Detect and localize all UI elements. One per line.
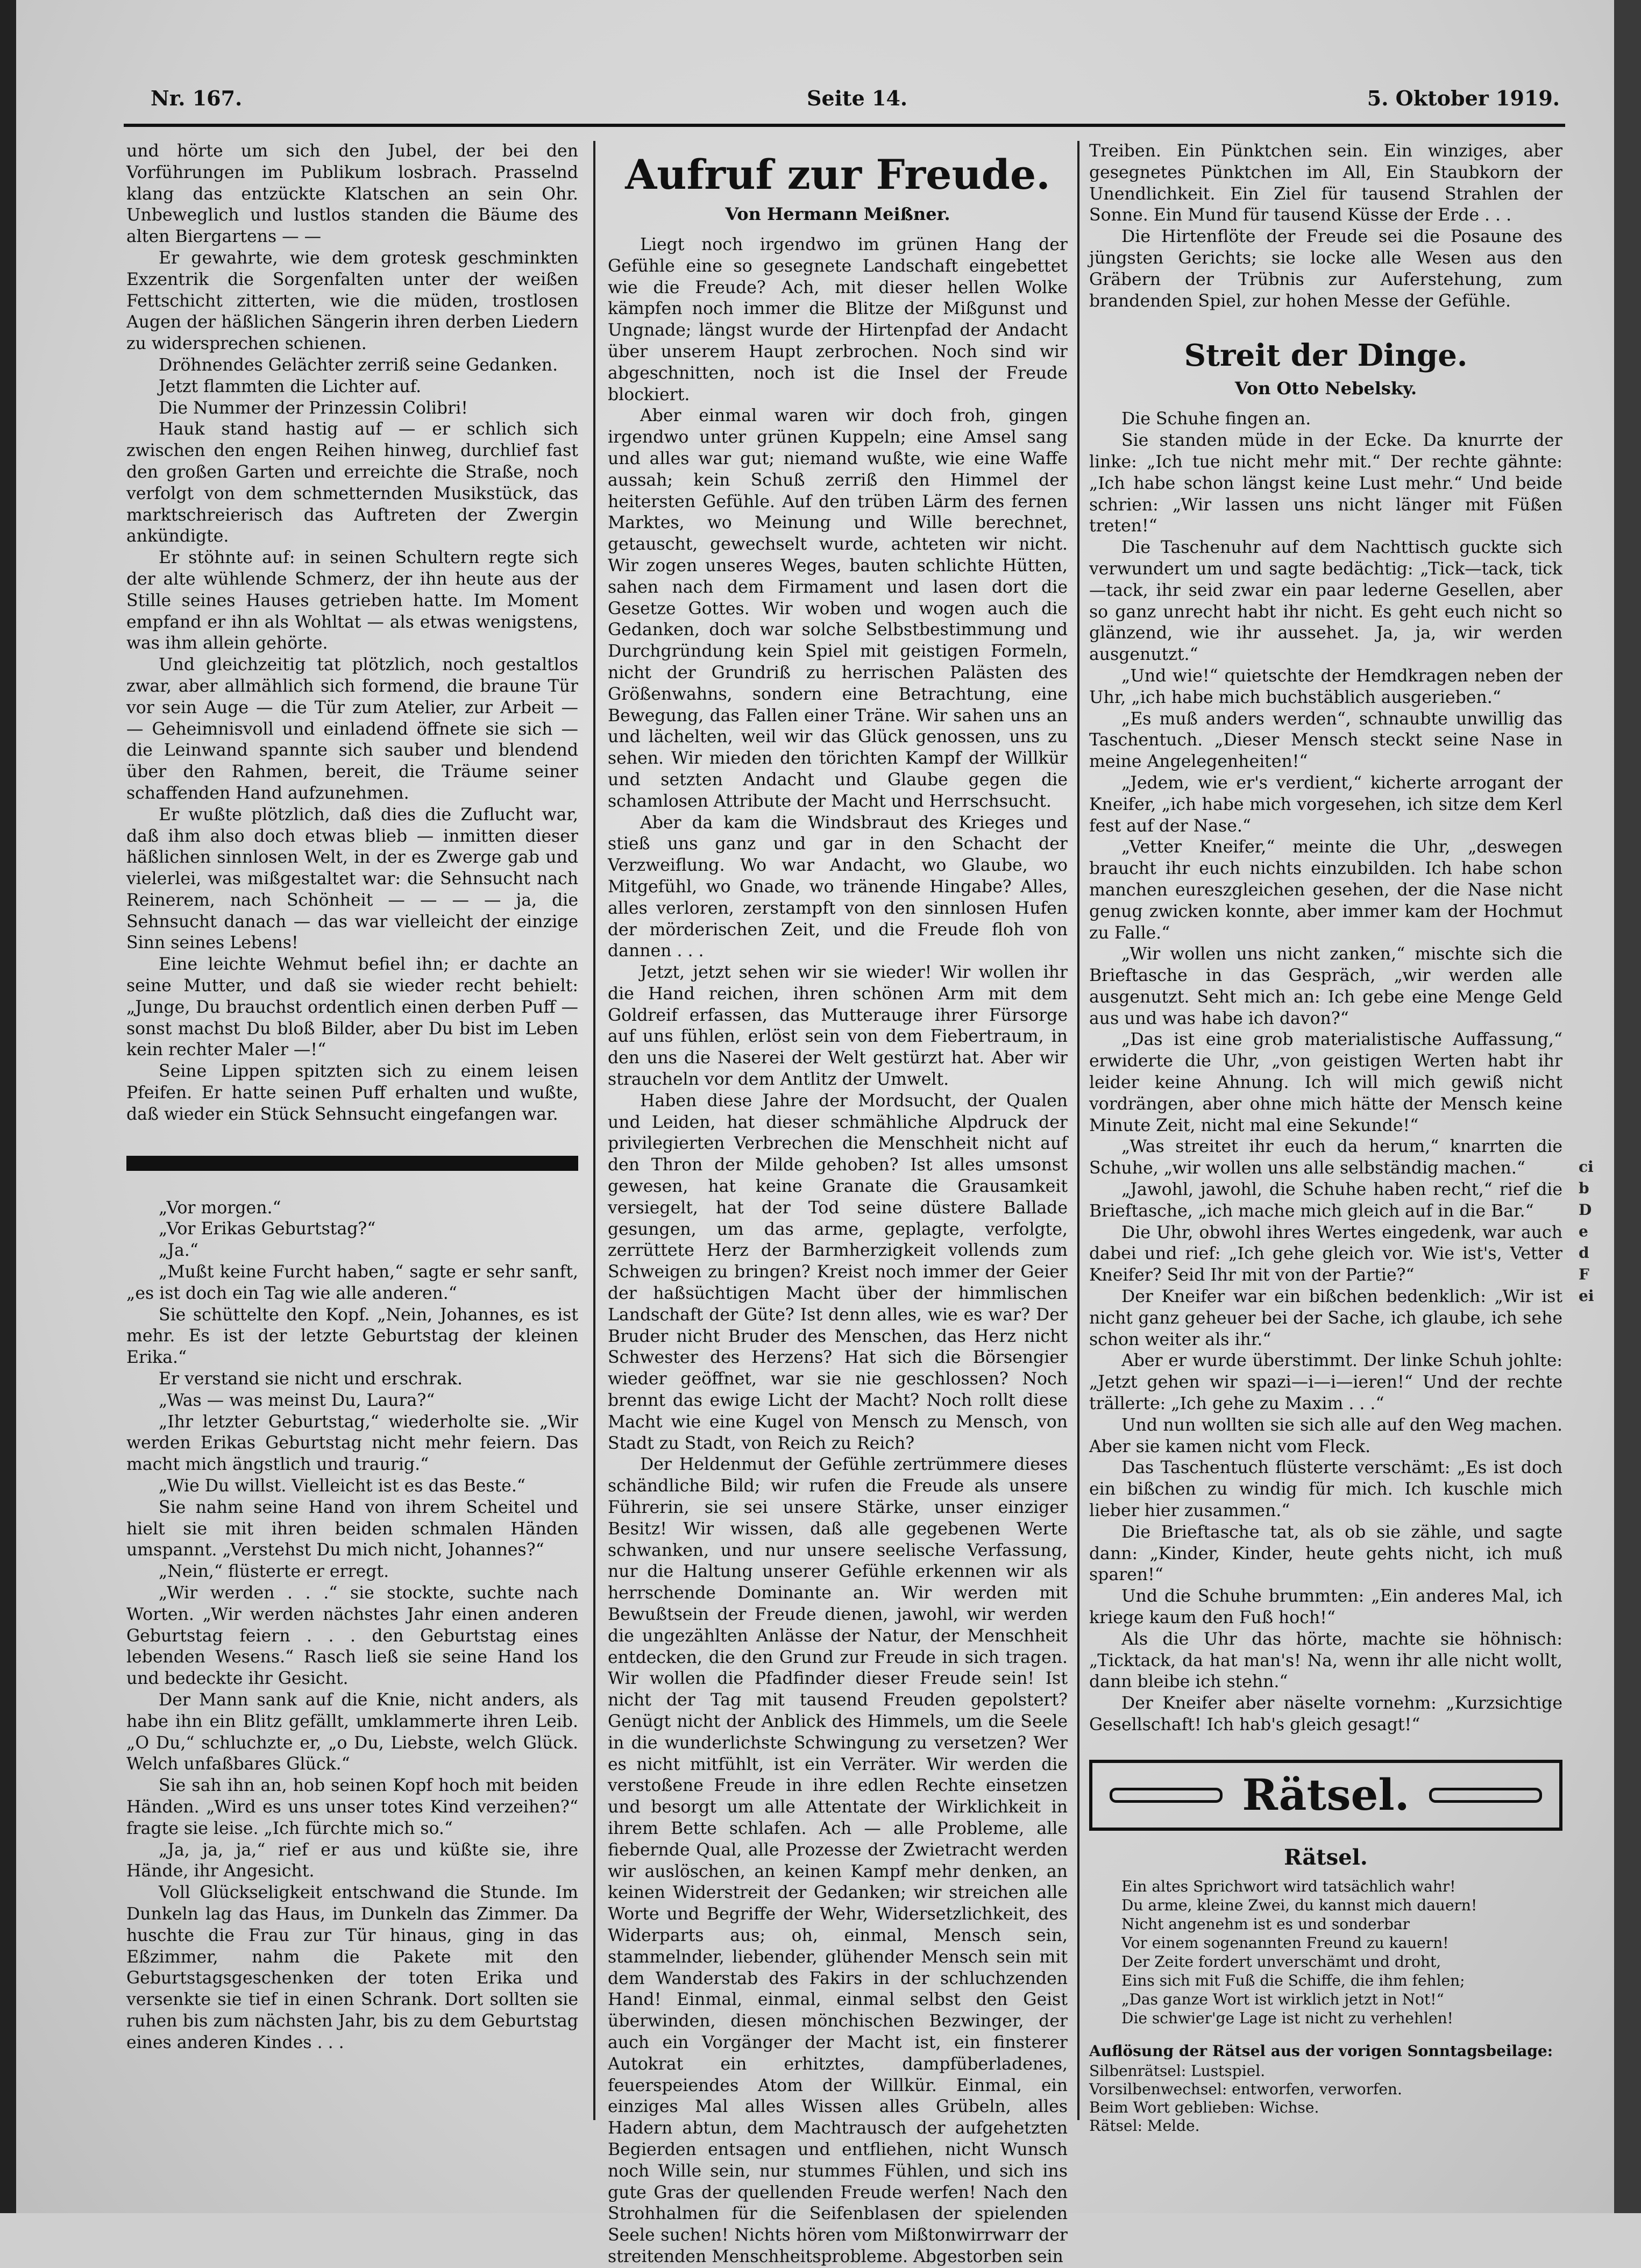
paragraph: „Es muß anders werden“, schnaubte unwillig das Taschentuch. „Dieser Mensch steckt seine Nase in meine Angelegenheiten!“ xyxy=(1089,709,1562,772)
header-rule xyxy=(124,124,1565,127)
paragraph: „Nein,“ flüsterte er erregt. xyxy=(159,1562,389,1582)
column-middle xyxy=(608,141,1068,2266)
paragraph: Die Uhr, obwohl ihres Wertes eingedenk, war auch dabei und rief: „Ich gehe gleich vor. Wie ist's, Vetter Kneifer? Seid Ihr mit von der Partie?“ xyxy=(1089,1222,1562,1285)
paragraph: Und die Schuhe brummten: „Ein anderes Mal, ich kriege kaum den Fuß hoch!“ xyxy=(1089,1587,1562,1627)
scan-left-edge xyxy=(0,0,16,2213)
poem-line: Der Zeite fordert unverschämt und droht, xyxy=(1121,1952,1441,1971)
solution-heading: Auflösung der Rätsel aus der vorigen Sonntagsbeilage: xyxy=(1089,2042,1553,2060)
fragment-text: F xyxy=(1579,1265,1589,1283)
paragraph: Sie standen müde in der Ecke. Da knurrte der linke: „Ich tue nicht mehr mit.“ Der rechte gähnte: „Ich habe schon längst keine Lust mehr.“ Und beide schrien: „Wir lassen uns nicht länger mit Füßen treten!“ xyxy=(1089,431,1562,536)
ornament-left xyxy=(1110,1788,1223,1803)
column-left xyxy=(126,141,578,2152)
paragraph: Treiben. Ein Pünktchen sein. Ein winziges, aber gesegnetes Pünktchen im All, Ein Staubkorn der Unendlichkeit. Ein Ziel für tausend Strahlen der Sonne. Ein Mund für tausend Küsse der Erde . . . xyxy=(1089,141,1562,225)
solution-line: Silbenrätsel: Lustspiel. xyxy=(1089,2061,1266,2080)
paragraph: „Vor Erikas Geburtstag?“ xyxy=(159,1219,376,1239)
paragraph: Die Schuhe fingen an. xyxy=(1121,409,1311,429)
paragraph: und hörte um sich den Jubel, der bei den Vorführungen im Publikum losbrach. Prasselnd klang das entzückte Klatschen an sein Ohr. Unbeweglich und lustlos standen die Bäume des alten Biergartens — — xyxy=(126,141,578,247)
poem-line: Ein altes Sprichwort wird tatsächlich wahr! xyxy=(1121,1877,1456,1895)
paragraph: „Wir werden . . .“ sie stockte, suchte nach Worten. „Wir werden nächstes Jahr einen anderen Geburtstag feiern . . . den Geburtstag eines lebenden Wesens.“ Rasch ließ sie seine Hand los und bedeckte ihr Gesicht. xyxy=(126,1583,578,1689)
solution-list xyxy=(1089,2062,1562,2135)
paragraph: Die Nummer der Prinzessin Colibri! xyxy=(159,398,468,418)
paragraph: Jetzt, jetzt sehen wir sie wieder! Wir wollen ihr die Hand reichen, ihren schönen Arm mit dem Goldreif erfassen, das Mutterauge ihrer Fürsorge auf uns fühlen, erlöst sein von dem Fiebertraum, in den uns die Naserei der Welt gestürzt hat. Aber wir straucheln vor dem Antlitz der Umwelt. xyxy=(608,963,1068,1090)
column-divider xyxy=(593,141,595,2120)
fragment-text: e xyxy=(1579,1222,1588,1240)
paragraph: Er wußte plötzlich, daß dies die Zuflucht war, daß ihm also doch etwas blieb — inmitten dieser häßlichen sinnlosen Welt, in der es Zwerge gab und vielerlei, was mißgestaltet war: die Sehnsucht nach Reinerem, nach Schönheit — — — — ja, die Sehnsucht danach — das war vielleicht der einzige Sinn seines Lebens! xyxy=(126,805,578,953)
paragraph: Aber einmal waren wir doch froh, gingen irgendwo unter grünen Kuppeln; eine Amsel sang und alles war gut; niemand wußte, wie eine Waffe aussah; kein Schuß zerriß den Himmel der heitersten Gefühle. Auf den trüben Lärm des fernen Marktes, wo Meinung und Wille berechnet, getauscht, gewechselt wurde, achteten wir nicht. Wir zogen unseres Weges, bauten schlichte Hütten, sahen nach dem Firmament und lasen dort die Gesetze Gottes. Wir woben und wogen auch die Gedanken, doch war solche Selbstbestimmung und Durchgründung kein Spiel mit geistigen Formeln, nicht der Grundriß zu herrischen Palästen des Größenwahns, sondern eine Betrachtung, eine Bewegung, das Fallen einer Träne. Wir sahen uns an und lächelten, weil wir das Glück genossen, uns zu sehen. Wir mieden den törichten Kampf der Willkür und setzten Andacht und Glaube gegen die schamlosen Attribute der Macht und Herrschsucht. xyxy=(608,406,1068,811)
scan-right-edge xyxy=(1614,0,1641,2213)
article-byline: Von Hermann Meißner. xyxy=(725,204,950,224)
paragraph: Der Kneifer aber näselte vornehm: „Kurzsichtige Gesellschaft! Ich hab's gleich gesagt!“ xyxy=(1089,1694,1562,1734)
raetsel-banner-text: Rätsel. xyxy=(1242,1769,1410,1820)
paragraph: „Jedem, wie er's verdient,“ kicherte arrogant der Kneifer, „ich habe mich vorgesehen, ich sitze dem Kerl fest auf der Nase.“ xyxy=(1089,773,1562,836)
raetsel-banner xyxy=(1089,1760,1562,1831)
story-body xyxy=(1089,409,1562,1736)
paragraph: Er verstand sie nicht und erschrak. xyxy=(159,1369,463,1389)
poem-line: Du arme, kleine Zwei, du kannst mich dauern! xyxy=(1121,1896,1477,1914)
paragraph: „Ihr letzter Geburtstag,“ wiederholte sie. „Wir werden Erikas Geburtstag nicht mehr feiern. Das macht mich ängstlich und traurig.“ xyxy=(126,1412,578,1475)
paragraph: Seine Lippen spitzten sich zu einem leisen Pfeifen. Er hatte seinen Puff erhalten und wußte, daß wieder ein Stück Sehnsucht eingefangen war. xyxy=(126,1062,578,1124)
paragraph: „Mußt keine Furcht haben,“ sagte er sehr sanft, „es ist doch ein Tag wie alle anderen.“ xyxy=(126,1262,578,1303)
section-separator xyxy=(126,1156,578,1171)
paragraph: „Ja, ja, ja,“ rief er aus und küßte sie, ihre Hände, ihr Angesicht. xyxy=(126,1840,578,1881)
solution-line: Rätsel: Melde. xyxy=(1089,2116,1200,2135)
paragraph: Jetzt flammten die Lichter auf. xyxy=(159,376,422,396)
paragraph: Als die Uhr das hörte, machte sie höhnisch: „Ticktack, da hat man's! Na, wenn ihr alle nicht wollt, dann bleibe ich stehn.“ xyxy=(1089,1629,1562,1692)
paragraph: Sie schüttelte den Kopf. „Nein, Johannes, es ist mehr. Es ist der letzte Geburtstag der kleinen Erika.“ xyxy=(126,1305,578,1368)
paragraph: Dröhnendes Gelächter zerriß seine Gedanken. xyxy=(159,355,558,375)
story-continuation xyxy=(126,141,578,1126)
ornament-right xyxy=(1429,1788,1542,1803)
paragraph: Die Taschenuhr auf dem Nachttisch guckte sich verwundert um und sagte bedächtig: „Tick—tack, tick—tack, ihr seid zwar ein paar lederne Gesellen, aber so ganz unrecht habt ihr nicht. Es geht euch nicht so glänzend, wie ihr aussehet. Ja, ja, wir werden ausgenutzt.“ xyxy=(1089,538,1562,665)
paragraph: „Das ist eine grob materialistische Auffassung,“ erwiderte die Uhr, „von geistigen Werten habt ihr leider keine Ahnung. Ich will mich gewiß nicht vordrängen, aber ohne mich hätte der Mensch keine Minute Zeit, nicht mal eine Sekunde!“ xyxy=(1089,1030,1562,1135)
column-right xyxy=(1089,141,1562,2152)
paragraph: „Was — was meinst Du, Laura?“ xyxy=(159,1390,435,1410)
fragment-text: D xyxy=(1579,1201,1592,1219)
fragment-text: ci xyxy=(1579,1158,1594,1176)
raetsel-title: Rätsel. xyxy=(1284,1844,1368,1870)
paragraph: Die Brieftasche tat, als ob sie zähle, und sagte dann: „Kinder, Kinder, heute gehts nicht, ich muß sparen!“ xyxy=(1089,1522,1562,1585)
poem-line: Nicht angenehm ist es und sonderbar xyxy=(1121,1915,1410,1933)
raetsel-poem xyxy=(1089,1877,1562,2028)
paragraph: Er gewahrte, wie dem grotesk geschminkten Exzentrik die Sorgenfalten unter der weißen Fettschicht zitterten, wie die müden, trostlosen Augen der häßlichen Sängerin ihren derben Liedern zu widersprechen schienen. xyxy=(126,248,578,354)
issue-date: 5. Oktober 1919. xyxy=(1367,86,1560,110)
paragraph: Haben diese Jahre der Mordsucht, der Qualen und Leiden, hat dieser schmähliche Alpdruck der privilegierten Verbrechen die Menschheit nicht auf den Thron der Milde gehoben? Ist alles umsonst gewesen, hat keine Granate die Grausamkeit versiegelt, hat der Tod seine düstere Ballade gesungen, um das arme, geplagte, verfolgte, zerrüttete Herz der Barmherzigkeit vollends zum Schweigen zu bringen? Kreist noch immer der Geier der haßsüchtigen Macht über der himmlischen Landschaft der Güte? Ist denn alles, wie es war? Der Bruder nicht Bruder des Menschen, das Herz nicht Schwester des Herzens? Hat sich die Börsengier wieder geöffnet, war sie nie geschlossen? Noch brennt das ewige Licht der Macht? Noch rollt diese Macht wie eine Kugel von Mensch zu Mensch, von Stadt zu Stadt, von Reich zu Reich? xyxy=(608,1091,1068,1453)
paragraph: „Wir wollen uns nicht zanken,“ mischte sich die Brieftasche in das Gespräch, „wir werden alle ausgenutzt. Seht mich an: Ich gebe eine Menge Geld aus und was habe ich davon?“ xyxy=(1089,944,1562,1028)
paragraph: „Vetter Kneifer,“ meinte die Uhr, „deswegen braucht ihr euch nichts einzubilden. Ich habe schon manchen eureszgleichen gesehen, der die Nase nicht genug zwicken konnte, aber immer kam der Hochmut zu Falle.“ xyxy=(1089,837,1562,943)
article-continuation xyxy=(1089,141,1562,312)
poem-line: Vor einem sogenannten Freund zu kauern! xyxy=(1121,1933,1449,1952)
paragraph: Aber da kam die Windsbraut des Krieges und stieß uns ganz und gar in den Schacht der Verzweiflung. Wo war Andacht, wo Glaube, wo Mitgefühl, wo Gnade, wo tränende Hingabe? Alles, alles verloren, zerstampft von den sinnlosen Hufen der mörderischen Zeit, und die Freude floh von dannen . . . xyxy=(608,813,1068,961)
paragraph: Liegt noch irgendwo im grünen Hang der Gefühle eine so gesegnete Landschaft eingebettet wie die Freude? Ach, mit dieser hellen Wolke kämpfen noch immer die Blitze der Mißgunst und Ungnade; längst wurde der Hirtenpfad der Andacht über unserem Haupt zerbrochen. Noch sind wir abgeschnitten, noch ist die Insel der Freude blockiert. xyxy=(608,235,1068,404)
article-title: Aufruf zur Freude. xyxy=(625,151,1050,198)
page-header xyxy=(151,86,1560,118)
solution-line: Vorsilbenwechsel: entworfen, verworfen. xyxy=(1089,2080,1402,2098)
poem-line: „Das ganze Wort ist wirklich jetzt in Not!“ xyxy=(1121,1990,1444,2008)
paragraph: Die Hirtenflöte der Freude sei die Posaune des jüngsten Gerichts; sie locke alle Wesen aus den Gräbern der Trübnis zur Auferstehung, zum brandenden Spiel, zur hohen Messe der Gefühle. xyxy=(1089,227,1562,311)
fragment-text: b xyxy=(1579,1179,1589,1197)
paragraph: Aber er wurde überstimmt. Der linke Schuh johlte: „Jetzt gehen wir spazi—i—i—ieren!“ Und der rechte trällerte: „Ich gehe zu Maxim . . .“ xyxy=(1089,1351,1562,1414)
fragment-text: d xyxy=(1579,1244,1589,1262)
solution-line: Beim Wort geblieben: Wichse. xyxy=(1089,2098,1319,2116)
paragraph: „Vor morgen.“ xyxy=(159,1198,281,1218)
paragraph: „Ja.“ xyxy=(159,1241,198,1261)
paragraph: Der Kneifer war ein bißchen bedenklich: „Wir ist nicht ganz geheuer bei der Sache, ich glaube, ich sehe schon weiter als ihr.“ xyxy=(1089,1287,1562,1349)
paragraph: Und gleichzeitig tat plötzlich, noch gestaltlos zwar, aber allmählich sich formend, die braune Tür vor sein Auge — die Tür zum Atelier, zur Arbeit — — Geheimnisvoll und einladend öffnete sie sich — die Leinwand spannte sich sauber und blendend über den Rahmen, bereit, die Träume seiner schaffenden Hand aufzunehmen. xyxy=(126,655,578,803)
story-title: Streit der Dinge. xyxy=(1184,338,1468,374)
poem-line: Eins sich mit Fuß die Schiffe, die ihm fehlen; xyxy=(1121,1971,1465,1989)
paragraph: Der Mann sank auf die Knie, nicht anders, als habe ihn ein Blitz gefällt, umklammerte ihren Leib. „O Du,“ schluchzte er, „o Du, Liebste, welch Glück. Welch unfaßbares Glück.“ xyxy=(126,1690,578,1774)
story-byline: Von Otto Nebelsky. xyxy=(1234,378,1417,399)
poem-line: Die schwier'ge Lage ist nicht zu verhehlen! xyxy=(1121,2009,1453,2027)
issue-number: Nr. 167. xyxy=(151,86,243,110)
paragraph: Sie sah ihn an, hob seinen Kopf hoch mit beiden Händen. „Wird es uns unser totes Kind verzeihen?“ fragte sie leise. „Ich fürchte mich so.“ xyxy=(126,1776,578,1838)
paragraph: Und nun wollten sie sich alle auf den Weg machen. Aber sie kamen nicht vom Fleck. xyxy=(1089,1415,1562,1456)
short-story xyxy=(126,1198,578,2054)
paragraph: Das Taschentuch flüsterte verschämt: „Es ist doch ein bißchen zu windig für mich. Ich kuschle mich lieber hier zusammen.“ xyxy=(1089,1458,1562,1521)
paragraph: Der Heldenmut der Gefühle zertrümmere dieses schändliche Bild; wir rufen die Freude als unsere Führerin, sie sei unsere Stärke, unser einziger Besitz! Wir wissen, daß alle gegebenen Werte schwanken, und nur unsere seelische Verfassung, nur die Haltung unserer Gefühle erkennen wir als herrschende Dominante an. Wir werden mit Bewußtsein der Freude dienen, jawohl, wir werden die ungezählten Anlässe der Natur, der Menschheit entdecken, die den Grund zur Freude in sich tragen. Wir wollen die Pfadfinder dieser Freude sein! Ist nicht der Tag mit tausend Freuden gepolstert? Genügt nicht der Anblick des Himmels, um die Seele in die wunderlichste Schwingung zu versetzen? Wer es nicht mitfühlt, ist ein Verräter. Wir werden die verstoßene Freude in ihre edlen Rechte einsetzen und besorgt um alle Attentate der Wirklichkeit in ihrem Bette schlafen. Ach — alle Probleme, alle fiebernde Qual, alle Prozesse der Zwietracht werden wir auslöschen, an keinen Kampf mehr denken, an keinen Widerstreit der Gedanken; wir streichen alle Worte und Begriffe der Wehr, Widersetzlichkeit, des Widerparts aus; oh, einmal, Mensch sein, stammelnder, liebender, glühender Mensch sein mit dem Wanderstab des Fakirs in der schluchzenden Hand! Einmal, einmal, einmal selbst den Geist überwinden, diesen mönchischen Bezwinger, der auch ein Vorgänger der Macht ist, ein finsterer Autokrat ein erhitztes, dampfüberladenes, feuerspeiendes Atom der Willkür. Einmal, ein einziges Mal alles Wissen alles Grübeln, alles Hadern abtun, dem Machtrausch der aufgehetzten Begierden entsagen und entfliehen, nicht Wunsch noch Wille sein, nur stummes Fühlen, und sich ins gute Gras der quellenden Freude werfen! Nach den Strohhalmen für die Seifenblasen der spielenden Seele suchen! Nichts hören vom Mißtonwirrwarr der streitenden Menschheitsprobleme. Abgestorben sein xyxy=(608,1455,1068,2266)
paragraph: „Und wie!“ quietschte der Hemdkragen neben der Uhr, „ich habe mich buchstäblich ausgerieben.“ xyxy=(1089,666,1562,707)
adjacent-page-fragment xyxy=(1579,1156,1611,1307)
paragraph: Hauk stand hastig auf — er schlich sich zwischen den engen Reihen hinweg, durchlief fast den großen Garten und erreichte die Straße, noch verfolgt von dem schmetternden Musikstück, das marktschreierisch das Auftreten der Zwergin ankündigte. xyxy=(126,420,578,546)
article-body xyxy=(608,234,1068,2268)
paragraph: Sie nahm seine Hand von ihrem Scheitel und hielt sie mit ihren beiden schmalen Händen umspannt. „Verstehst Du mich nicht, Johannes?“ xyxy=(126,1497,578,1560)
paragraph: Eine leichte Wehmut befiel ihn; er dachte an seine Mutter, und daß sie wieder recht behielt: „Junge, Du brauchst ordentlich einen derben Puff — sonst machst Du bloß Bilder, aber Du bist im Leben kein rechter Maler —!“ xyxy=(126,955,578,1060)
paragraph: „Was streitet ihr euch da herum,“ knarrten die Schuhe, „wir wollen uns alle selbständig machen.“ xyxy=(1089,1137,1562,1178)
column-divider xyxy=(1077,141,1079,2120)
page-number: Seite 14. xyxy=(807,86,908,110)
paragraph: Er stöhnte auf: in seinen Schultern regte sich der alte wühlende Schmerz, der ihn heute aus der Stille seines Hauses getrieben hatte. Im Moment empfand er ihn als Wohltat — als etwas wenigstens, was ihm allein gehörte. xyxy=(126,548,578,653)
paragraph: Voll Glückseligkeit entschwand die Stunde. Im Dunkeln lag das Haus, im Dunkeln das Zimmer. Da huschte die Frau zur Tür hinaus, ging in das Eßzimmer, nahm die Pakete mit den Geburtstagsgeschenken der toten Erika und versenkte sie tief in einen Schrank. Dort sollten sie ruhen bis zum nächsten Jahr, bis zu dem Geburtstag eines anderen Kindes . . . xyxy=(126,1883,578,2052)
paragraph: „Wie Du willst. Vielleicht ist es das Beste.“ xyxy=(159,1476,525,1496)
paragraph: „Jawohl, jawohl, die Schuhe haben recht,“ rief die Brieftasche, „ich mache mich gleich auf in die Bar.“ xyxy=(1089,1180,1562,1221)
fragment-text: ei xyxy=(1579,1287,1594,1305)
